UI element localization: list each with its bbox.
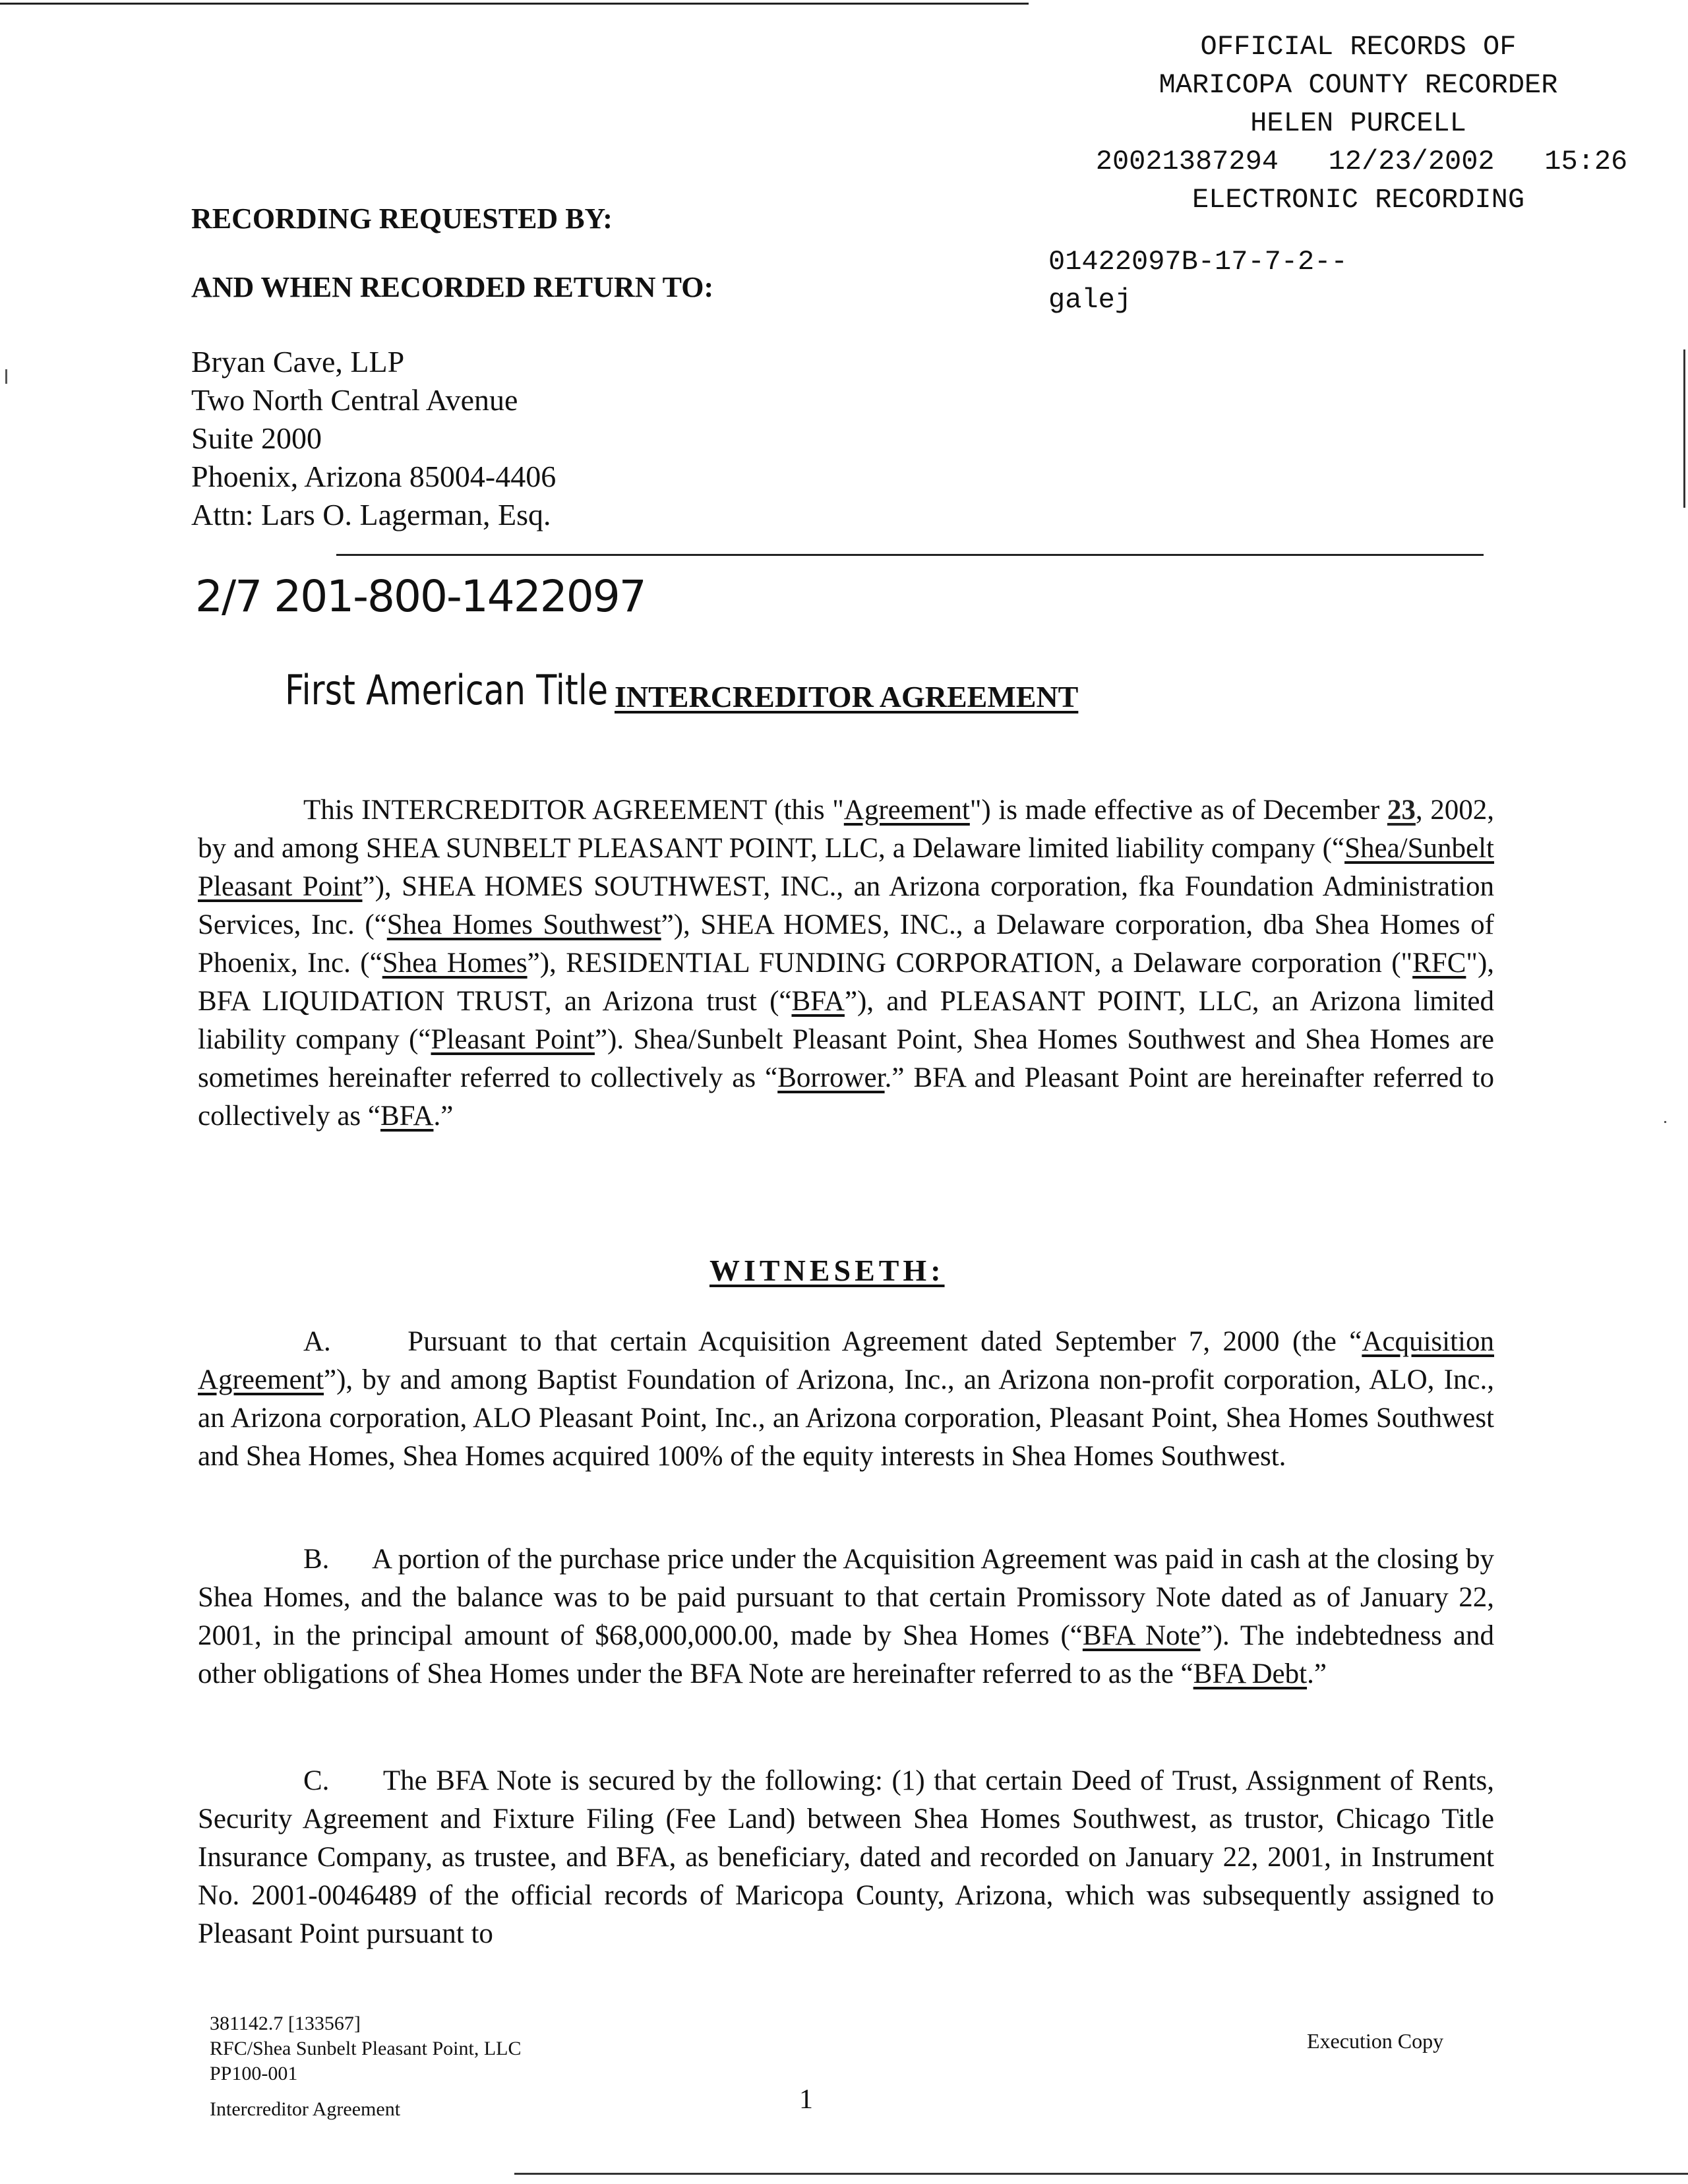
return-to-label: AND WHEN RECORDED RETURN TO: xyxy=(191,271,714,303)
intro-text: ") is made effective as of December xyxy=(969,795,1387,826)
intro-text: , 2002, by and among SHEA SUNBELT PLEASANT POINT, LLC, a Delaware limited liability company (“ xyxy=(198,795,1494,864)
footer-left xyxy=(210,2011,522,2122)
intro-text: .” BFA and Pleasant Point are hereinafter referred to collectively as “ xyxy=(198,1062,1494,1132)
intro-paragraph xyxy=(198,791,1494,1136)
intro-text: ”), RESIDENTIAL FUNDING CORPORATION, a Delaware corporation (" xyxy=(527,948,1413,979)
defined-term: Shea/Sunbelt Pleasant Point xyxy=(198,833,1494,902)
return-address xyxy=(191,343,556,534)
recital-letter: C. xyxy=(303,1765,330,1796)
defined-term: BFA Debt xyxy=(1193,1658,1308,1689)
scan-mark xyxy=(1683,349,1685,508)
defined-term: Acquisition Agreement xyxy=(198,1326,1494,1395)
address-line: Attn: Lars O. Lagerman, Esq. xyxy=(191,498,551,531)
defined-term: Shea Homes Southwest xyxy=(386,909,661,940)
first-american-title-stamp: First American Title xyxy=(285,666,609,714)
scan-edge-line xyxy=(0,3,1029,5)
recital-letter: A. xyxy=(303,1326,331,1357)
intro-text: This INTERCREDITOR AGREEMENT (this " xyxy=(303,795,844,826)
footer-parties: RFC/Shea Sunbelt Pleasant Point, LLC xyxy=(210,2038,522,2059)
address-line: Suite 2000 xyxy=(191,421,322,455)
intro-text: ”), SHEA HOMES SOUTHWEST, INC., an Arizona corporation, fka Foundation Administration Services, Inc. (“ xyxy=(198,871,1495,940)
address-line: Phoenix, Arizona 85004-4406 xyxy=(191,460,557,493)
stamp-recording-number: 20021387294 12/23/2002 15:26 xyxy=(1095,146,1628,177)
page-number: 1 xyxy=(799,2084,813,2115)
recital-letter: B. xyxy=(303,1544,330,1575)
stamp-line: MARICOPA COUNTY RECORDER xyxy=(1159,69,1558,101)
intro-text: ”). Shea/Sunbelt Pleasant Point, Shea Homes Southwest and Shea Homes are sometimes hereinafter referred to collectively as “ xyxy=(198,1024,1494,1093)
recorder-stamp xyxy=(1048,28,1668,319)
footer-doc-number: 381142.7 [133567] xyxy=(210,2013,361,2034)
recital-c xyxy=(198,1762,1494,1953)
stamp-docket: 01422097B-17-7-2-- xyxy=(1048,246,1348,278)
document-title: INTERCREDITOR AGREEMENT xyxy=(615,680,1079,713)
execution-copy-label: Execution Copy xyxy=(1307,2029,1444,2053)
recital-text: .” xyxy=(1307,1658,1327,1689)
intro-text: "), BFA LIQUIDATION TRUST, an Arizona trust (“ xyxy=(198,948,1495,1017)
defined-term: RFC xyxy=(1412,948,1466,979)
defined-term: BFA Note xyxy=(1082,1620,1201,1651)
recital-text: A portion of the purchase price under the Acquisition Agreement was paid in cash at the closing by Shea Homes, and the balance was to be paid pursuant to that certain Promissory Note dated as of January 22, 2001, in the principal amount of $68,000,000.00, made by Shea Homes (“ xyxy=(198,1544,1494,1651)
defined-term: Shea Homes xyxy=(382,948,528,979)
recording-requested-label: RECORDING REQUESTED BY: xyxy=(191,202,613,235)
stamp-line: HELEN PURCELL xyxy=(1250,107,1466,139)
recital-text: ”). The indebtedness and other obligations of Shea Homes under the BFA Note are hereinafter referred to as the “ xyxy=(198,1620,1494,1689)
recital-text: Pursuant to that certain Acquisition Agreement dated September 7, 2000 (the “ xyxy=(407,1326,1362,1357)
defined-term: Pleasant Point xyxy=(431,1024,595,1055)
scan-mark xyxy=(5,369,7,384)
stamp-line: OFFICIAL RECORDS OF xyxy=(1200,31,1517,63)
divider-line xyxy=(336,554,1484,556)
footer-doc-title: Intercreditor Agreement xyxy=(210,2098,401,2120)
recital-text: ”), by and among Baptist Foundation of Arizona, Inc., an Arizona non-profit corporation, ALO, Inc., an Arizona corporation, ALO Pleasant Point, Inc., an Arizona corporation, Pleasant Point, Shea Homes Southwest and Shea Homes, Shea Homes acquired 100% of the equity interests in Shea Homes Southwest. xyxy=(198,1364,1494,1472)
recital-a xyxy=(198,1323,1494,1476)
address-line: Bryan Cave, LLP xyxy=(191,345,405,379)
defined-term: BFA xyxy=(791,986,845,1017)
handwritten-day: 23 xyxy=(1387,795,1416,826)
defined-term: Agreement xyxy=(843,795,970,826)
footer-code: PP100-001 xyxy=(210,2063,298,2084)
intro-text: .” xyxy=(433,1101,454,1132)
defined-term: BFA xyxy=(380,1101,434,1132)
intro-text: ”), SHEA HOMES, INC., a Delaware corporation, dba Shea Homes of Phoenix, Inc. (“ xyxy=(198,909,1494,979)
stamp-clerk: galej xyxy=(1048,284,1132,316)
address-line: Two North Central Avenue xyxy=(191,383,518,417)
defined-term: Borrower xyxy=(777,1062,885,1093)
recital-text: The BFA Note is secured by the following: (1) that certain Deed of Trust, Assignment of Rents, Security Agreement and Fixture Filing (Fee Land) between Shea Homes Southwest, as trustor, Chicago Title Insurance Company, as trustee, and BFA, as beneficiary, dated and recorded on January 22, 2001, in Instrument No. 2001-0046489 of the official records of Maricopa County, Arizona, which was subsequently assigned to Pleasant Point pursuant to xyxy=(198,1765,1495,1949)
intro-text: ”), and PLEASANT POINT, LLC, an Arizona limited liability company (“ xyxy=(198,986,1494,1055)
recital-b xyxy=(198,1540,1494,1693)
handwritten-number: 2/7 201-800-1422097 xyxy=(195,571,646,622)
stamp-line: ELECTRONIC RECORDING xyxy=(1191,184,1525,216)
scan-edge-line xyxy=(514,2173,1688,2175)
scan-mark xyxy=(1664,1121,1666,1123)
witnesseth-heading: WITNESETH: xyxy=(709,1254,945,1287)
